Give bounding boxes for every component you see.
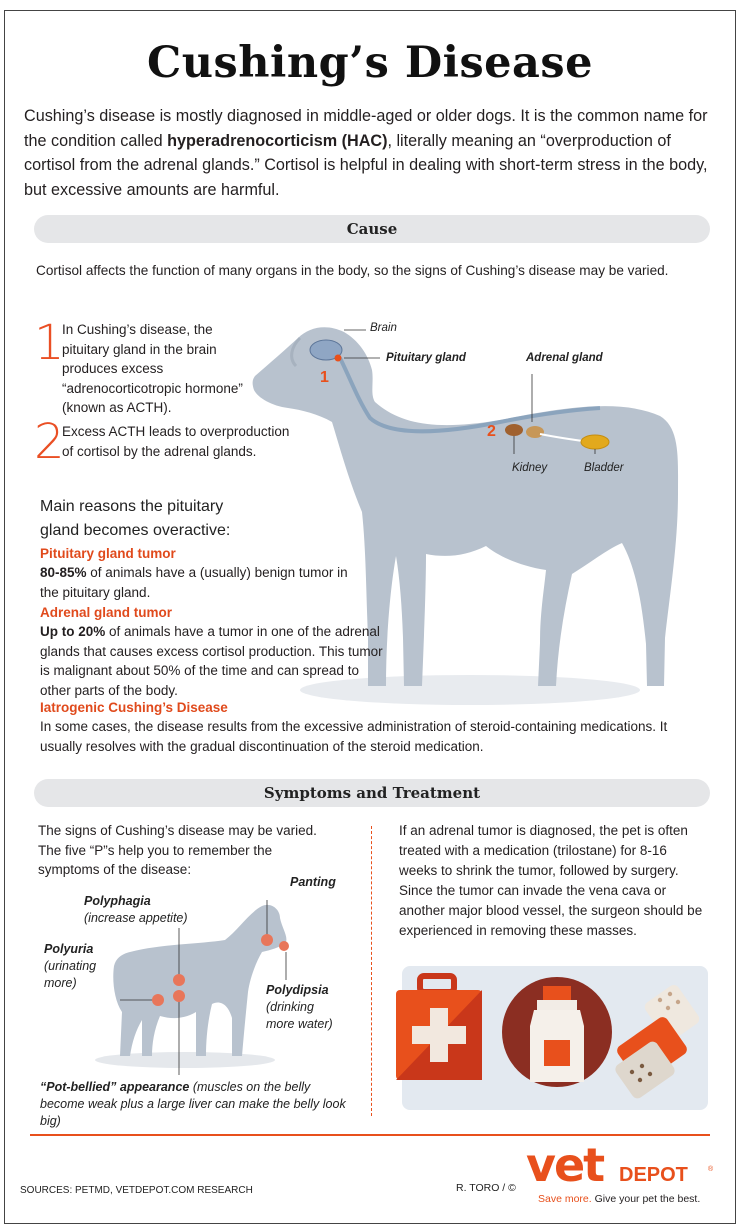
cause-heading: Cause [34,215,710,243]
step-2-number: 2 [34,414,65,470]
symptoms-lead: The signs of Cushing’s disease may be varied. The five “P”s help you to remember the symptoms of the disease: [38,823,317,877]
potbellied-text [40,1079,358,1130]
treatment-icons [384,970,714,1120]
pituitary-label: Pituitary gland [386,352,466,364]
reason-1-text [40,563,360,602]
intro-text-a: Cushing’s disease is mostly diagnosed in middle-aged or older dogs. It is the common name for the condition called [24,107,708,150]
reason-2-text [40,622,392,700]
polyuria-marker [152,994,164,1006]
kidney-icon [505,424,523,436]
logo-registered: ® [708,1166,714,1173]
intro-paragraph [24,104,720,202]
logo-depot: DEPOT [619,1164,688,1186]
reasons-heading: Main reasons the pituitary gland becomes overactive: [40,498,231,539]
small-dog-body [113,905,286,1056]
reason-2-stat: Up to 20% [40,624,106,639]
panting-label: Panting [290,875,336,889]
logo-vet: vet [526,1138,604,1192]
tagline-give: Give your pet the best. [594,1193,701,1205]
intro-bold-term: hyperadrenocorticism (HAC) [167,131,388,150]
first-aid-kit-icon [396,976,482,1080]
potbellied-desc: (muscles on the belly become weak plus a large liver can make the belly look big) [40,1080,346,1128]
bladder-icon [581,435,609,449]
step-1-text: In Cushing’s disease, the pituitary gland in the brain produces excess “adrenocorticotropic hormone” (known as ACTH). [62,322,243,415]
marker-2: 2 [487,423,496,440]
logo-tagline [538,1193,700,1205]
bladder-label: Bladder [584,462,624,474]
pituitary-icon [335,355,342,362]
potbelly-marker [173,990,185,1002]
intro-text-b: , literally meaning an “overproduction of cortisol from the adrenal glands.” Cortisol is helpful in dealing with short-term stress in the body, but excessive amounts are harmful. [24,131,708,199]
vetdepot-logo[interactable] [526,1138,726,1214]
sources: SOURCES: PETMD, VETDEPOT.COM RESEARCH [20,1185,253,1196]
polyphagia-marker [173,974,185,986]
polydipsia-desc-2: more water) [266,1017,333,1031]
marker-1: 1 [320,369,329,386]
panting-marker [261,934,273,946]
medicine-bottle-icon [502,977,612,1087]
tagline-save: Save more. [538,1193,595,1205]
adrenal-label: Adrenal gland [526,352,603,364]
reason-2-title: Adrenal gland tumor [40,605,173,620]
reason-1-title: Pituitary gland tumor [40,546,176,561]
step-1-number: 1 [34,315,65,371]
reason-1-body: of animals have a (usually) benign tumor in the pituitary gland. [40,565,348,600]
potbellied-label: “Pot-bellied” appearance [40,1080,190,1094]
reason-3-text: In some cases, the disease results from the excessive administration of steroid-containing medications. It usually resolves with the gradual discontinuation of the steroid medication. [40,719,668,754]
cause-lead: Cortisol affects the function of many organs in the body, so the signs of Cushing’s disease may be varied. [36,263,669,278]
credit: R. TORO / © [456,1182,516,1194]
page-title: Cushing’s Disease [147,38,593,88]
step-2-text: Excess ACTH leads to overproduction of cortisol by the adrenal glands. [62,424,290,459]
polydipsia-marker [279,941,289,951]
kidney-label: Kidney [512,462,548,474]
polydipsia-label: Polydipsia [266,983,329,997]
polyphagia-label: Polyphagia [84,894,151,908]
polyuria-desc-2: more) [44,976,77,990]
footer-divider [30,1134,710,1136]
brain-label: Brain [370,322,397,334]
pill-blister-icon [613,983,702,1101]
adrenal-gland-icon [526,426,544,438]
column-divider [371,826,372,1116]
polydipsia-desc-1: (drinking [266,1000,314,1014]
polyphagia-desc: (increase appetite) [84,911,188,925]
reason-3-title: Iatrogenic Cushing’s Disease [40,700,228,715]
polyuria-label: Polyuria [44,942,94,956]
symptoms-heading: Symptoms and Treatment [34,779,710,807]
reason-1-stat: 80-85% [40,565,87,580]
treatment-text: If an adrenal tumor is diagnosed, the pet is often treated with a medication (trilostane) for 8-16 weeks to shrink the tumor, followed by surgery. Since the tumor can invade the vena cava or another major blood vessel, the surgeon should be experienced in removing these masses. [399,823,703,938]
polyuria-desc-1: (urinating [44,959,97,973]
reason-2-body: of animals have a tumor in one of the adrenal glands that causes excess cortisol production. This tumor is malignant about 50% of the time and can spread to other parts of the body. [40,624,383,698]
